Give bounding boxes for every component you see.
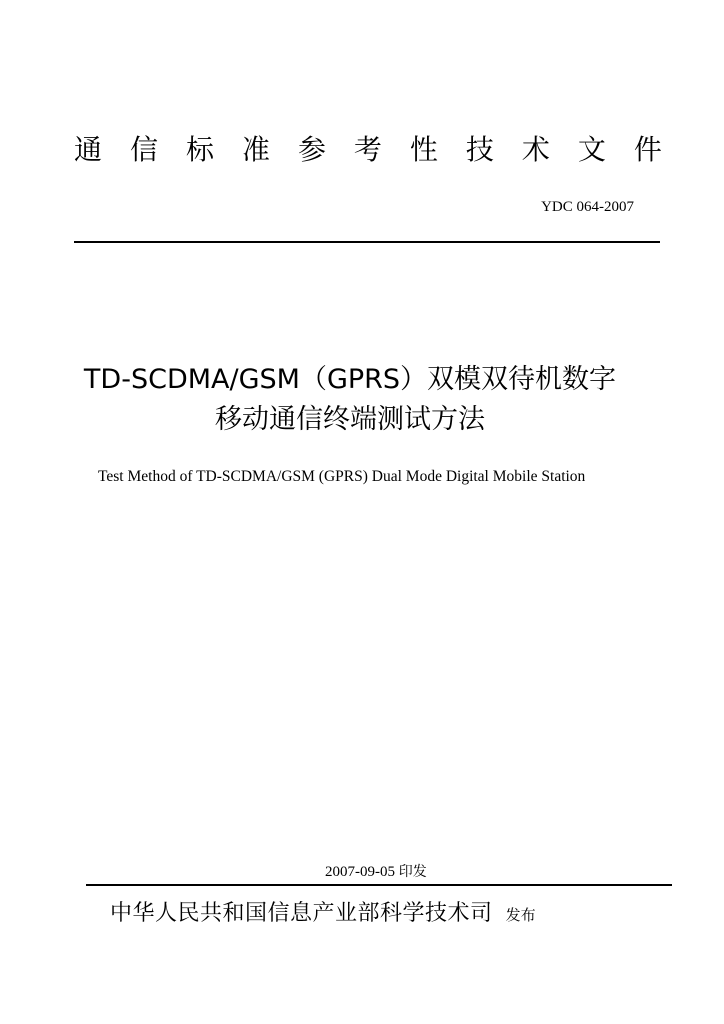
doc-type-char: 技 — [465, 133, 494, 166]
publish-label: 发布 — [505, 906, 536, 924]
doc-type-char: 通 — [74, 133, 103, 166]
english-title: Test Method of TD-SCDMA/GSM (GPRS) Dual Mode Digital Mobile Station — [98, 468, 586, 485]
doc-type-char: 标 — [185, 133, 214, 166]
doc-type-char: 性 — [409, 133, 438, 166]
chinese-title-line-1: TD-SCDMA/GSM（GPRS）双模双待机数字 — [83, 364, 617, 395]
doc-type-char: 件 — [633, 133, 662, 166]
issue-date — [325, 862, 427, 882]
doc-type-char: 信 — [129, 133, 158, 166]
doc-type-char: 参 — [297, 133, 326, 166]
document-type-heading — [74, 130, 662, 170]
document-code: YDC 064-2007 — [541, 199, 634, 215]
issue-date-label: 印发 — [398, 864, 427, 880]
doc-type-char: 术 — [521, 133, 550, 166]
issue-date-value: 2007-09-05 — [325, 864, 395, 880]
publisher-line — [110, 897, 536, 931]
footer-divider — [86, 884, 672, 886]
chinese-title — [40, 360, 660, 440]
header-divider — [74, 241, 660, 243]
doc-type-char: 准 — [241, 133, 270, 166]
doc-type-char: 文 — [577, 133, 606, 166]
chinese-title-line-2: 移动通信终端测试方法 — [215, 404, 485, 435]
publisher-name: 中华人民共和国信息产业部科学技术司 — [110, 901, 493, 926]
doc-type-char: 考 — [353, 133, 382, 166]
